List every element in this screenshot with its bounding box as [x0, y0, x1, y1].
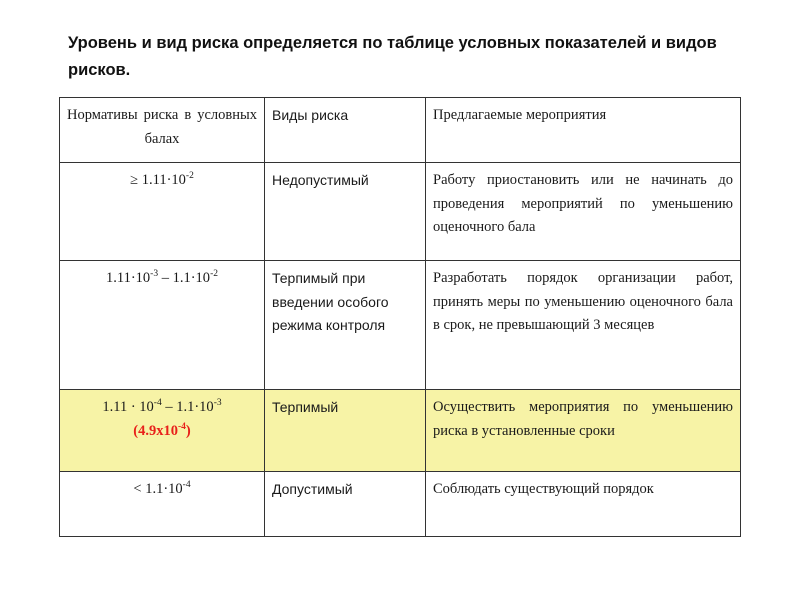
norm-cell: $1.11 \cdot 10^{-4} - 1.1\cdot 10^{-3}$ $(4.9х10^{-4})$: [60, 390, 265, 472]
norm-cell: $1.11\cdot 10^{-3} - 1.1\cdot 10^{-2}$: [60, 261, 265, 390]
measures-cell: Соблюдать существующий порядок: [426, 472, 741, 537]
header-risk-kind: Виды риска: [265, 98, 426, 163]
measures-cell: Работу приостановить или не начинать до проведения мероприятий по уменьшению оценочного бала: [426, 163, 741, 261]
risk-kind-cell: Допустимый: [265, 472, 426, 537]
table-row: [60, 261, 741, 390]
header-norms: Нормативы риска в условных балах: [60, 98, 265, 163]
table-header-row: [60, 98, 741, 163]
risk-kind-cell: Терпимый при введении особого режима контроля: [265, 261, 426, 390]
risk-table: [59, 97, 741, 537]
table-row: [60, 163, 741, 261]
estimated-value-note: $(4.9х10^{-4})$: [133, 421, 191, 439]
measures-cell: Разработать порядок организации работ, принять меры по уменьшению оценочного бала в срок, не превышающий 3 месяцев: [426, 261, 741, 390]
norm-cell: < $1.1\cdot 10^{-4}$: [60, 472, 265, 537]
page-title: Уровень и вид риска определяется по таблице условных показателей и видов рисков.: [68, 34, 717, 79]
norm-cell: ≥ $1.11\cdot 10^{-2}$: [60, 163, 265, 261]
header-measures: Предлагаемые мероприятия: [426, 98, 741, 163]
measures-cell: Осуществить мероприятия по уменьшению риска в установленные сроки: [426, 390, 741, 472]
risk-kind-cell: Недопустимый: [265, 163, 426, 261]
table-row-highlighted: [60, 390, 741, 472]
table-row: [60, 472, 741, 537]
risk-kind-cell: Терпимый: [265, 390, 426, 472]
